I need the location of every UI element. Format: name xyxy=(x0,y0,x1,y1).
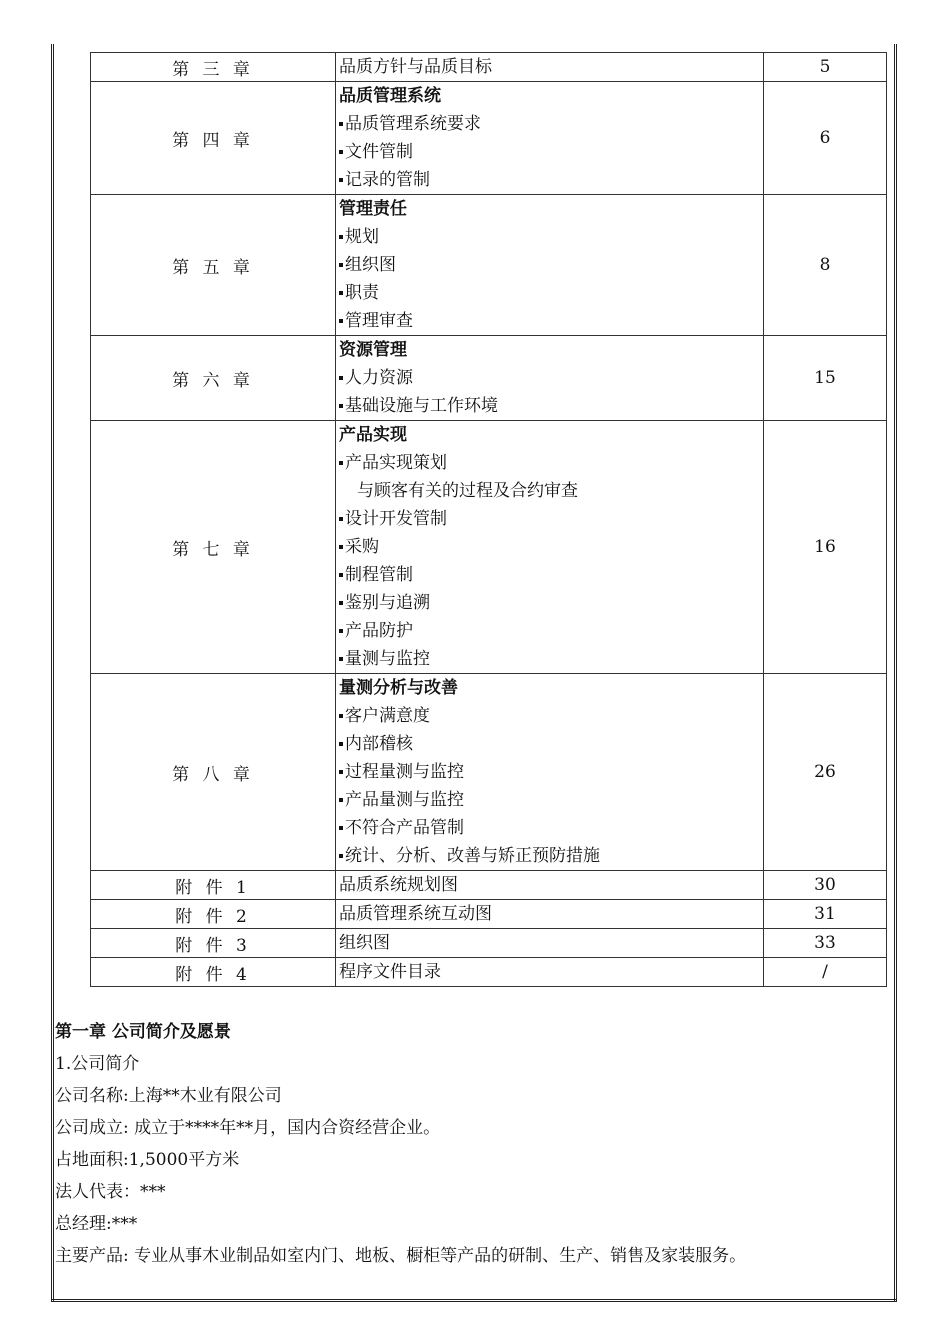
chapter1-heading: 第一章 公司简介及愿景 xyxy=(55,1022,231,1042)
bullet-icon xyxy=(339,854,343,858)
toc-chapter-cell: 第 四 章 xyxy=(91,82,336,195)
toc-item-text: 客户满意度 xyxy=(345,706,430,726)
page-border-left xyxy=(51,44,54,1302)
chapter1-paragraph: 占地面积:1,5000平方米 xyxy=(55,1150,240,1170)
toc-item xyxy=(339,842,763,870)
toc-chapter-cell: 第 五 章 xyxy=(91,195,336,336)
toc-item xyxy=(339,533,763,561)
chapter1-paragraph: 主要产品: 专业从事木业制品如室内门、地板、橱柜等产品的研制、生产、销售及家装服务。 xyxy=(55,1246,747,1266)
toc-row xyxy=(91,53,887,82)
chapter1-section xyxy=(55,1016,895,1272)
bullet-icon xyxy=(339,404,343,408)
toc-item-text: 管理审查 xyxy=(345,311,413,331)
toc-item xyxy=(339,786,763,814)
toc-item-text: 记录的管制 xyxy=(345,170,430,190)
toc-item-text: 采购 xyxy=(345,537,379,557)
bullet-icon xyxy=(339,798,343,802)
toc-item-text: 与顾客有关的过程及合约审查 xyxy=(357,481,578,501)
toc-chapter-cell: 第 六 章 xyxy=(91,336,336,421)
toc-item-text: 人力资源 xyxy=(345,368,413,388)
toc-item-text: 统计、分析、改善与矫正预防措施 xyxy=(345,846,600,866)
toc-row xyxy=(91,82,887,195)
toc-item-text: 品质管理系统要求 xyxy=(345,114,481,134)
toc-item xyxy=(339,929,763,957)
toc-content-cell xyxy=(336,82,764,195)
toc-row xyxy=(91,929,887,958)
toc-item xyxy=(339,110,763,138)
toc-item xyxy=(339,958,763,986)
toc-item-text: 资源管理 xyxy=(339,340,407,360)
toc-item-text: 不符合产品管制 xyxy=(345,818,464,838)
toc-item-text: 品质管理系统 xyxy=(339,86,441,106)
page-border-bottom xyxy=(51,1299,897,1302)
table-of-contents xyxy=(90,52,887,987)
bullet-icon xyxy=(339,573,343,577)
toc-chapter-cell: 附 件 3 xyxy=(91,929,336,958)
toc-item xyxy=(339,505,763,533)
toc-content-cell xyxy=(336,929,764,958)
toc-page-cell: / xyxy=(764,958,887,987)
toc-section-title xyxy=(339,421,763,449)
toc-chapter-cell: 附 件 4 xyxy=(91,958,336,987)
toc-page-cell: 31 xyxy=(764,900,887,929)
toc-section-title xyxy=(339,674,763,702)
toc-item xyxy=(339,279,763,307)
toc-item-text: 设计开发管制 xyxy=(345,509,447,529)
toc-content-cell xyxy=(336,674,764,871)
toc-item xyxy=(339,617,763,645)
toc-row xyxy=(91,195,887,336)
toc-item xyxy=(339,477,763,505)
toc-body xyxy=(91,53,887,987)
toc-item-text: 品质方针与品质目标 xyxy=(339,57,492,77)
bullet-icon xyxy=(339,178,343,182)
bullet-icon xyxy=(339,122,343,126)
chapter1-paragraph: 公司成立: 成立于****年**月，国内合资经营企业。 xyxy=(55,1118,441,1138)
toc-content-cell xyxy=(336,53,764,82)
toc-item-text: 职责 xyxy=(345,283,379,303)
toc-content-cell xyxy=(336,958,764,987)
toc-item xyxy=(339,449,763,477)
toc-item-text: 基础设施与工作环境 xyxy=(345,396,498,416)
toc-item-text: 产品实现策划 xyxy=(345,453,447,473)
toc-item xyxy=(339,730,763,758)
toc-item-text: 规划 xyxy=(345,227,379,247)
toc-item xyxy=(339,364,763,392)
toc-item xyxy=(339,900,763,928)
toc-item xyxy=(339,223,763,251)
toc-section-title xyxy=(339,195,763,223)
toc-item-text: 管理责任 xyxy=(339,199,407,219)
toc-item-text: 程序文件目录 xyxy=(339,962,441,982)
toc-item xyxy=(339,871,763,899)
bullet-icon xyxy=(339,150,343,154)
toc-content-cell xyxy=(336,195,764,336)
toc-page-cell: 5 xyxy=(764,53,887,82)
bullet-icon xyxy=(339,545,343,549)
toc-row xyxy=(91,958,887,987)
bullet-icon xyxy=(339,601,343,605)
toc-item xyxy=(339,814,763,842)
toc-item-text: 组织图 xyxy=(345,255,396,275)
bullet-icon xyxy=(339,235,343,239)
toc-content-cell xyxy=(336,336,764,421)
toc-row xyxy=(91,674,887,871)
toc-item-text: 文件管制 xyxy=(345,142,413,162)
toc-chapter-cell: 第 三 章 xyxy=(91,53,336,82)
toc-item-text: 内部稽核 xyxy=(345,734,413,754)
bullet-icon xyxy=(339,263,343,267)
toc-item-text: 鉴别与追溯 xyxy=(345,593,430,613)
toc-item xyxy=(339,702,763,730)
toc-page-cell: 6 xyxy=(764,82,887,195)
toc-chapter-cell: 第 七 章 xyxy=(91,421,336,674)
toc-item xyxy=(339,758,763,786)
toc-item-text: 量测分析与改善 xyxy=(339,678,458,698)
bullet-icon xyxy=(339,657,343,661)
toc-item xyxy=(339,53,763,81)
toc-page-cell: 26 xyxy=(764,674,887,871)
toc-page-cell: 30 xyxy=(764,871,887,900)
chapter1-paragraph: 公司名称:上海**木业有限公司 xyxy=(55,1086,282,1106)
toc-item-text: 产品防护 xyxy=(345,621,413,641)
bullet-icon xyxy=(339,291,343,295)
toc-item-text: 产品量测与监控 xyxy=(345,790,464,810)
toc-item-text: 过程量测与监控 xyxy=(345,762,464,782)
toc-item-text: 量测与监控 xyxy=(345,649,430,669)
toc-item-text: 制程管制 xyxy=(345,565,413,585)
toc-item-text: 产品实现 xyxy=(339,425,407,445)
bullet-icon xyxy=(339,461,343,465)
toc-item xyxy=(339,166,763,194)
chapter1-paragraph: 总经理:*** xyxy=(55,1214,138,1234)
bullet-icon xyxy=(339,517,343,521)
chapter1-paragraph: 法人代表：*** xyxy=(55,1182,166,1202)
toc-item-text: 品质系统规划图 xyxy=(339,875,458,895)
chapter1-paragraph: 1.公司简介 xyxy=(55,1054,140,1074)
toc-chapter-cell: 附 件 2 xyxy=(91,900,336,929)
toc-page-cell: 16 xyxy=(764,421,887,674)
toc-content-cell xyxy=(336,421,764,674)
bullet-icon xyxy=(339,376,343,380)
toc-page-cell: 15 xyxy=(764,336,887,421)
toc-item xyxy=(339,589,763,617)
bullet-icon xyxy=(339,770,343,774)
toc-section-title xyxy=(339,336,763,364)
toc-item-text: 组织图 xyxy=(339,933,390,953)
toc-row xyxy=(91,336,887,421)
toc-item xyxy=(339,645,763,673)
chapter1-paragraphs xyxy=(55,1048,895,1272)
bullet-icon xyxy=(339,714,343,718)
toc-row xyxy=(91,421,887,674)
toc-row xyxy=(91,871,887,900)
toc-item xyxy=(339,251,763,279)
toc-item xyxy=(339,561,763,589)
toc-content-cell xyxy=(336,871,764,900)
toc-chapter-cell: 附 件 1 xyxy=(91,871,336,900)
toc-section-title xyxy=(339,82,763,110)
toc-content-cell xyxy=(336,900,764,929)
toc-item xyxy=(339,138,763,166)
bullet-icon xyxy=(339,742,343,746)
toc-row xyxy=(91,900,887,929)
bullet-icon xyxy=(339,629,343,633)
toc-page-cell: 33 xyxy=(764,929,887,958)
toc-item-text: 品质管理系统互动图 xyxy=(339,904,492,924)
bullet-icon xyxy=(339,826,343,830)
toc-item xyxy=(339,307,763,335)
toc-chapter-cell: 第 八 章 xyxy=(91,674,336,871)
toc-page-cell: 8 xyxy=(764,195,887,336)
toc-item xyxy=(339,392,763,420)
bullet-icon xyxy=(339,319,343,323)
